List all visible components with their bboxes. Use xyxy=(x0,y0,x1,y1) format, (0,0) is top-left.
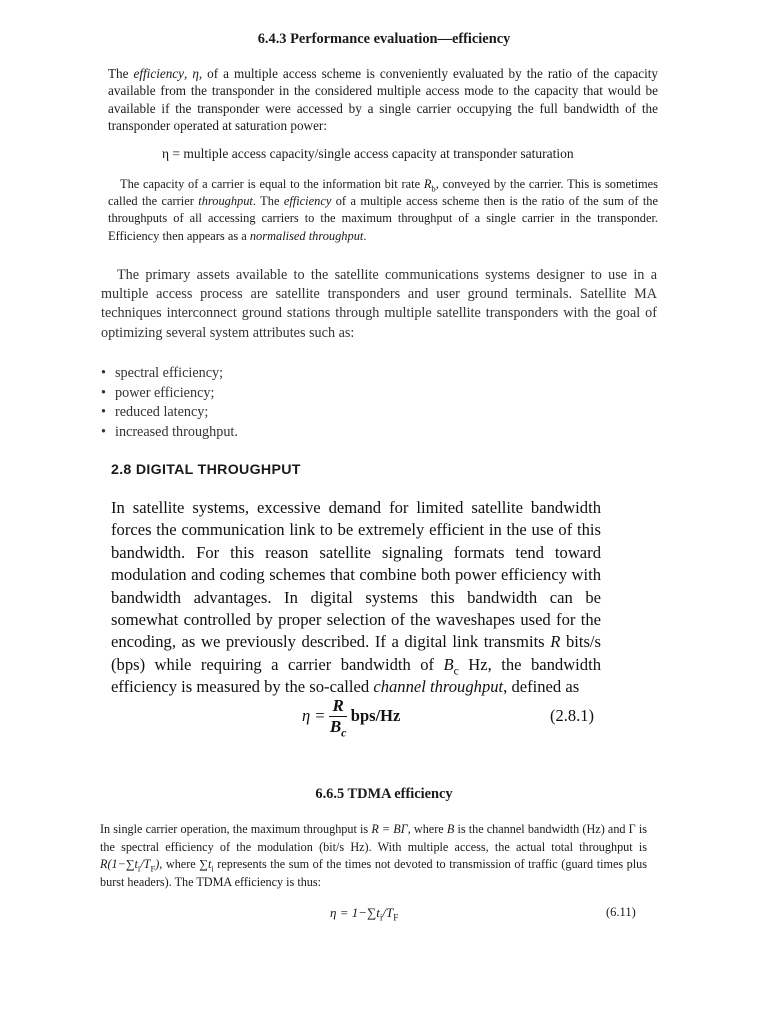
tdma-efficiency-equation: $\eta = 1-\sum t_i/T_F$ xyxy=(330,905,399,923)
equation-number-6-11: (6.11) xyxy=(606,905,636,919)
attribute-list xyxy=(101,364,501,442)
tdma-efficiency-paragraph: In single carrier operation, the maximum throughput is R = BΓ, where B is the channel bandwidth (Hz) and Γ is the spectral efficiency of the modulation (bit/s Hz). With multiple access, the actual total throughput is $R(1-\sum t_i/T_F)$, where $\sum t_i$ represents the sum of the times not devoted to transmission of traffic (guard times plus burst headers). The TDMA efficiency is thus: xyxy=(100,822,648,889)
section-heading-6-4-3: 6.4.3 Performance evaluation—efficiency xyxy=(257,31,511,47)
efficiency-definition-paragraph: The efficiency, η, of a multiple access scheme is conveniently evaluated by the ratio of the capacity available from the transponder in the considered multiple access mode to the capacity that would be available if the transponder were accessed by a single carrier occupying the full bandwidth of the transponder operated at saturation power: xyxy=(108,66,658,134)
section-heading-6-6-5: 6.6.5 TDMA efficiency xyxy=(315,786,453,802)
fraction: $\frac{R}{B_c}$ xyxy=(329,695,347,739)
list-item: • reduced latency; xyxy=(101,403,501,423)
list-item: • power efficiency; xyxy=(101,384,501,404)
list-item: • spectral efficiency; xyxy=(101,364,501,384)
channel-throughput-equation: η = $\frac{R}{B_c}$ bps/Hz xyxy=(302,695,401,739)
equation-number-2-8-1: (2.8.1) xyxy=(550,706,594,725)
section-heading-2-8: 2.8 DIGITAL THROUGHPUT xyxy=(111,462,301,478)
carrier-capacity-paragraph: The capacity of a carrier is equal to the information bit rate $R_b$, conveyed by the carrier. This is sometimes called the carrier throughput. The efficiency of a multiple access scheme then is the ratio of the sum of the throughputs of all accessing carriers to the maximum throughput of a single carrier in the transponder. Efficiency then appears as a normalised throughput. xyxy=(108,177,658,243)
digital-throughput-paragraph: In satellite systems, excessive demand for limited satellite bandwidth forces the communication link to be extremely efficient in the use of this bandwidth. For this reason satellite signaling formats tend toward modulation and coding schemes that combine both power efficiency with bandwidth advantages. In digital systems this bandwidth can be somewhat controlled by proper selection of the waveshapes used for the encoding, as we previously described. If a digital link transmits R bits/s (bps) while requiring a carrier bandwidth of $B_c$ Hz, the bandwidth efficiency is measured by the so-called channel throughput, defined as xyxy=(111,498,601,697)
efficiency-equation: η = multiple access capacity/single access capacity at transponder saturation xyxy=(162,146,574,161)
multiple-access-paragraph: The primary assets available to the satellite communications systems designer to use in a multiple access process are satellite transponders and user ground terminals. Satellite MA techniques interconnect ground stations through multiple satellite transponders with the goal of optimizing several system attributes such as: xyxy=(101,267,657,341)
list-item: • increased throughput. xyxy=(101,423,501,443)
